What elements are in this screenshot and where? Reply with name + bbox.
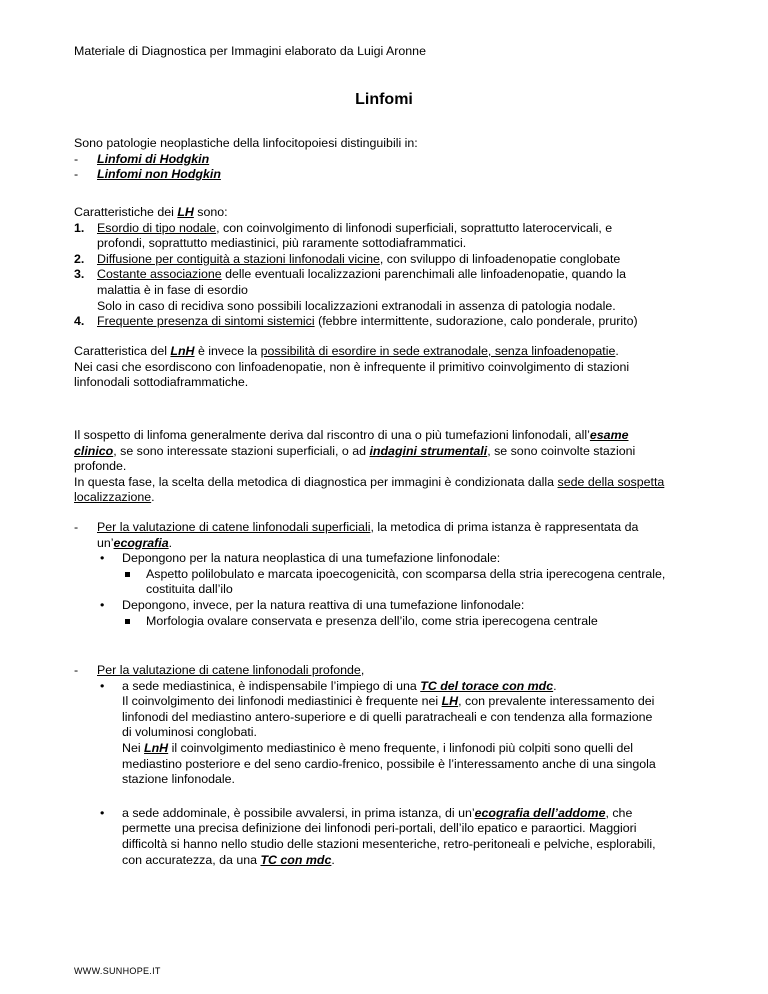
superficiali-section: - Per la valutazione di catene linfonodali superficiali, la metodica di prima istanza è rappresentata da un’ecografia. • Depongono per la natura neoplastica di una tumefazione linfonodale: Aspetto polilobulato e marcata ipoecogenicità, con scomparsa della stria iperecogena centrale, costituita dall’ilo • Depongono, invece, per la natura reattiva di una tumefazione linfonodale: Morfologia ovalare conservata e presenza dell’ilo, come stria iperecogena centrale [74, 520, 696, 629]
list-item: - Linfomi di Hodgkin [74, 151, 210, 166]
numbered-item-4: 4. Frequente presenza di sintomi sistemici (febbre intermittente, sudorazione, calo ponderale, prurito) [74, 314, 638, 329]
page-footer: WWW.SUNHOPE.IT [74, 966, 161, 976]
intro-text: Sono patologie neoplastiche della linfocitopoiesi distinguibili in: [74, 136, 418, 150]
page-header: Materiale di Diagnostica per Immagini elaborato da Luigi Aronne [74, 44, 426, 58]
lh-lead: Caratteristiche dei LH sono: [74, 205, 228, 219]
numbered-item-2: 2. Diffusione per contiguità a stazioni linfonodali vicine, con sviluppo di linfoadenopatie conglobate [74, 251, 621, 266]
numbered-item-3: 3. Costante associazione delle eventuali localizzazioni parenchimali alle linfoadenopatie, quando la [74, 267, 627, 282]
list-item: • a sede mediastinica, è indispensabile l’impiego di una TC del torace con mdc. [74, 679, 696, 695]
list-item: • Depongono per la natura neoplastica di una tumefazione linfonodale: [74, 551, 696, 567]
profonde-section: - Per la valutazione di catene linfonodali profonde, • a sede mediastinica, è indispensabile l’impiego di una TC del torace con mdc. Il coinvolgimento dei linfonodi mediastinici è frequente nei LH, con prevalente interessamento dei linfonodi del mediastino antero-superiore e di quelli paratracheali e con tendenza alla formazione di voluminosi conglobati. Nei LnH il coinvolgimento mediastinico è meno frequente, i linfonodi più colpiti sono quelli del mediastino posteriore e del seno cardio-frenico, possibile è l’interessamento anche di una singola stazione linfonodale. • a sede addominale, è possibile avvalersi, in prima istanza, di un’ecografia dell’addome, che permette una precisa definizione dei linfonodi peri-portali, dell’ilo epatico e paraortici. Maggiori difficoltà si hanno nello studio delle stazioni mesenteriche, retro-peritoneali e pelviche, esplorabili, con accuratezza, da una TC con mdc. [74, 663, 696, 868]
list-item: • a sede addominale, è possibile avvalersi, in prima istanza, di un’ecografia dell’addome, che [74, 806, 696, 822]
list-item: Aspetto polilobulato e marcata ipoecogenicità, con scomparsa della stria iperecogena centrale, [74, 567, 696, 583]
lh-section: Caratteristiche dei LH sono: 1. Esordio di tipo nodale, con coinvolgimento di linfonodi superficiali, soprattutto laterocervicali, e profondi, soprattutto mediastinici, più raramente sottodiaframmatici. 2. Diffusione per contiguità a stazioni linfonodali vicine, con sviluppo di linfoadenopatie conglobate 3. Costante associazione delle eventuali localizzazioni parenchimali alle linfoadenopatie, quando la malattia è in fase di esordio Solo in caso di recidiva sono possibili localizzazioni extranodali in assenza di patologia nodale. 4. Frequente presenza di sintomi sistemici (febbre intermittente, sudorazione, calo ponderale, prurito) [74, 205, 696, 330]
page-title: Linfomi [355, 91, 413, 108]
list-item: Morfologia ovalare conservata e presenza dell’ilo, come stria iperecogena centrale [74, 614, 696, 630]
intro-section [74, 136, 696, 183]
lnh-line: Caratteristica del LnH è invece la possibilità di esordire in sede extranodale, senza linfoadenopatie. [74, 344, 619, 358]
list-item: • Depongono, invece, per la natura reattiva di una tumefazione linfonodale: [74, 598, 696, 614]
numbered-item-1: 1. Esordio di tipo nodale, con coinvolgimento di linfonodi superficiali, soprattutto laterocervicali, e [74, 220, 613, 235]
sospetto-section: Il sospetto di linfoma generalmente deriva dal riscontro di una o più tumefazioni linfonodali, all’esame clinico, se sono interessate stazioni superficiali, o ad indagini strumentali, se sono coinvolte stazioni profonde. In questa fase, la scelta della metodica di diagnostica per immagini è condizionata dalla sede della sospetta localizzazione. [74, 428, 665, 505]
lnh-section: Caratteristica del LnH è invece la possibilità di esordire in sede extranodale, senza linfoadenopatie. Nei casi che esordiscono con linfoadenopatie, non è infrequente il primitivo coinvolgimento di stazioni linfonodali sottodiaframmatiche. [74, 344, 696, 391]
list-item: - Linfomi non Hodgkin [74, 167, 221, 182]
